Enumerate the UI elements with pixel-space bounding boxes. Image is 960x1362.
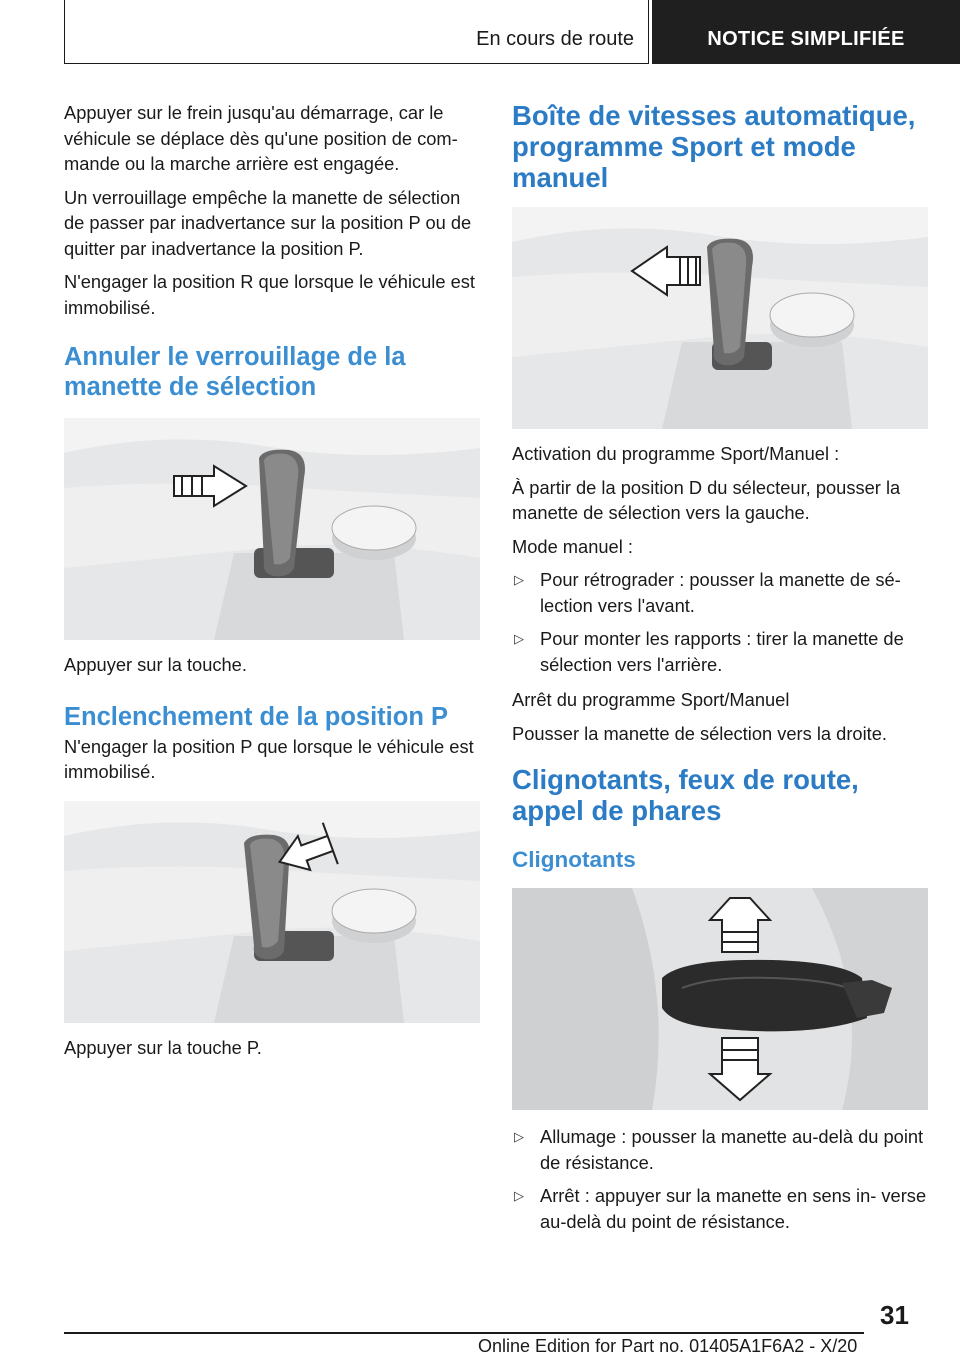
paragraph-activation: Activation du programme Sport/Manuel : — [512, 443, 840, 464]
footer-edition: Online Edition for Part no. 01405A1F6A2 - X/20 — [478, 1336, 858, 1356]
heading-unlock-selector: Annuler le verrouillage de la manette de sélection — [64, 343, 406, 401]
heading-automatic-gearbox: Boîte de vitesses automatique, programme Sport et mode manuel — [512, 100, 916, 193]
list-item: ▷ Pour monter les rapports : tirer la manette de sélection vers l'arrière. — [514, 628, 904, 675]
list-item: ▷ Allumage : pousser la manette au-delà du point de résistance. — [514, 1126, 924, 1173]
bullet-triangle-icon: ▷ — [514, 572, 524, 587]
header-chapter-tab — [652, 0, 960, 64]
bullet-triangle-icon: ▷ — [514, 631, 524, 646]
paragraph-brake: Appuyer sur le frein jusqu'au démarrage, car le véhicule se déplace dès qu'une position de com‐ mande ou la marche arrière est engagée. — [64, 102, 458, 174]
header-section-label: En cours de route — [476, 28, 634, 50]
sport-mode-illustration — [512, 207, 928, 429]
paragraph-manual-mode: Mode manuel : — [512, 535, 633, 557]
heading-lights: Clignotants, feux de route, appel de phares — [512, 764, 859, 826]
caption-unlock: Appuyer sur la touche. — [64, 654, 247, 675]
caption-park: Appuyer sur la touche P. — [64, 1036, 262, 1058]
heading-park-position: Enclenchement de la position P — [64, 702, 448, 731]
gear-selector-illustration — [64, 418, 480, 640]
list-item: ▷ Arrêt : appuyer sur la manette en sens in‐ verse au-delà du point de résistance. — [514, 1185, 927, 1232]
list-item: ▷ Pour rétrograder : pousser la manette de sé‐ lection vers l'avant. — [514, 569, 901, 616]
figure-park-button — [64, 801, 480, 1023]
header-section-tab — [64, 0, 649, 64]
turn-signal-list — [512, 1124, 928, 1234]
bullet-triangle-icon: ▷ — [514, 1188, 524, 1203]
header-chapter-label: NOTICE SIMPLIFIÉE — [707, 28, 905, 50]
paragraph-push-right: Pousser la manette de sélection vers la droite. — [512, 722, 887, 744]
paragraph-lock: Un verrouillage empêche la manette de sélection de passer par inadvertance sur la position P ou de quitter par inadvertance la position P. — [64, 186, 472, 259]
park-button-illustration — [64, 801, 480, 1023]
paragraph-from-d: À partir de la position D du sélecteur, pousser la manette de sélection vers la gauche. — [512, 476, 901, 523]
figure-sport-mode — [512, 207, 928, 429]
manual-mode-list — [512, 567, 928, 677]
bullet-triangle-icon: ▷ — [514, 1129, 524, 1144]
left-column — [64, 100, 480, 1068]
paragraph-reverse: N'engager la position R que lorsque le véhicule est immobilisé. — [64, 271, 476, 318]
figure-turn-signal-lever — [512, 888, 928, 1110]
footer-rule — [64, 1332, 864, 1334]
page-number: 31 — [880, 1300, 909, 1330]
figure-unlock-button — [64, 418, 480, 640]
paragraph-park: N'engager la position P que lorsque le véhicule est immobilisé. — [64, 735, 474, 782]
paragraph-stop-sport: Arrêt du programme Sport/Manuel — [512, 689, 790, 710]
turn-signal-lever-illustration — [512, 888, 928, 1110]
right-column — [512, 100, 928, 1242]
heading-turn-signals: Clignotants — [512, 847, 636, 872]
